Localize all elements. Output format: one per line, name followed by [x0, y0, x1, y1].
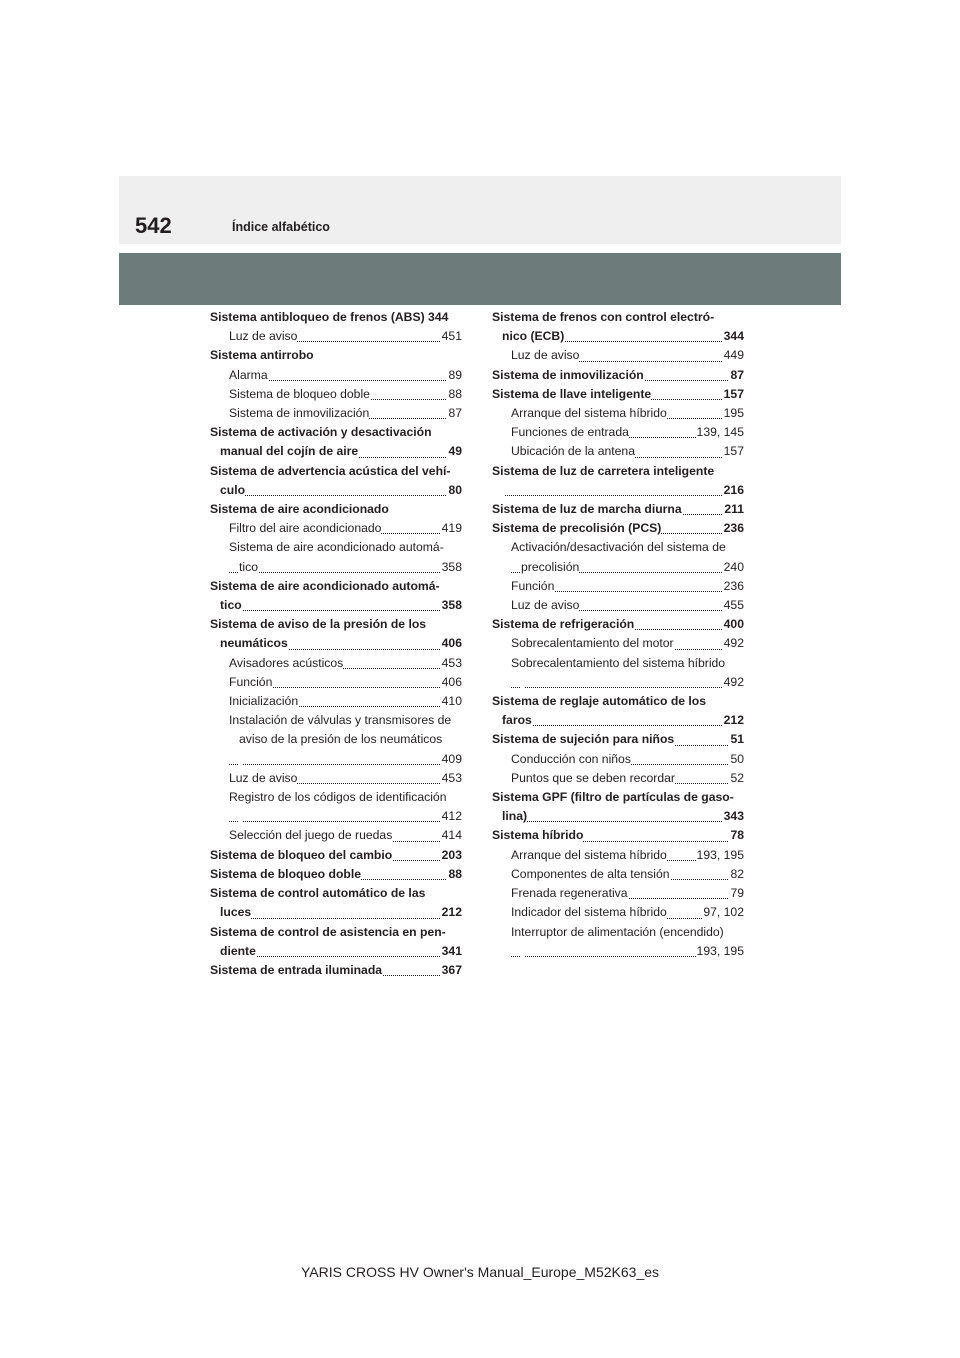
index-entry — [210, 442, 462, 461]
index-entry-text: lina) — [502, 809, 528, 824]
index-entry-text: Sistema antibloqueo de frenos (ABS) 344 — [210, 310, 449, 324]
index-page-ref: 216 — [723, 481, 744, 500]
index-entry-text: tico — [220, 598, 242, 613]
index-entry — [210, 596, 462, 615]
index-entry — [210, 903, 462, 922]
index-entry-text — [239, 809, 242, 823]
index-entry-text: Sistema de bloqueo del cambio — [210, 847, 393, 862]
index-entry — [210, 462, 462, 481]
index-page-ref: 88 — [447, 385, 462, 404]
index-entry-text: Luz de aviso — [511, 598, 580, 613]
index-page-ref: 406 — [441, 673, 462, 692]
index-entry-text: Sistema de inmovilización — [229, 406, 370, 421]
index-page-ref: 400 — [723, 615, 744, 634]
index-entry — [210, 634, 462, 653]
index-entry-text: Sistema de luz de carretera inteligente — [492, 463, 715, 478]
index-subentry — [492, 423, 744, 442]
document-footer: YARIS CROSS HV Owner's Manual_Europe_M52K63_es — [300, 1264, 660, 1280]
index-page-ref: 88 — [447, 865, 462, 884]
index-subentry — [492, 654, 744, 673]
index-entry-text: Sistema de llave inteligente — [492, 386, 652, 401]
index-page-ref: 412 — [441, 807, 462, 826]
index-entry-text: Indicador del sistema híbrido — [511, 905, 667, 920]
index-page-ref: 453 — [441, 769, 462, 788]
index-subentry — [492, 750, 744, 769]
index-page-ref: 139, 145 — [696, 423, 744, 442]
index-subentry — [492, 577, 744, 596]
index-subentry — [492, 846, 744, 865]
index-page-ref: 52 — [729, 769, 744, 788]
index-subentry — [210, 711, 462, 730]
index-entry-text: culo — [220, 482, 246, 497]
index-entry — [492, 327, 744, 346]
index-subentry — [492, 673, 744, 692]
index-page-ref: 211 — [723, 500, 744, 519]
index-subentry — [492, 596, 744, 615]
index-page-ref: 87 — [447, 404, 462, 423]
index-entry-text: Sistema de aire acondicionado — [210, 502, 389, 517]
header-band — [119, 176, 841, 244]
index-subentry — [210, 519, 462, 538]
index-subentry — [210, 769, 462, 788]
index-entry-text: aviso de la presión de los neumáticos — [239, 732, 443, 747]
index-entry — [492, 366, 744, 385]
index-subentry — [492, 442, 744, 461]
index-entry — [210, 500, 462, 519]
index-entry-text: Sistema híbrido — [492, 828, 584, 843]
index-entry-text: Arranque del sistema híbrido — [511, 406, 667, 421]
index-entry-text: Sistema de control de asistencia en pen- — [210, 924, 446, 939]
index-subentry — [492, 404, 744, 423]
index-page-ref: 410 — [441, 692, 462, 711]
index-entry — [210, 615, 462, 634]
index-entry-text: Sistema de bloqueo doble — [229, 386, 370, 401]
index-entry-text: Inicialización — [229, 694, 299, 709]
index-entry-text: Sistema de activación y desactivación — [210, 425, 432, 440]
index-entry — [210, 577, 462, 596]
index-entry — [210, 961, 462, 980]
index-entry — [492, 308, 744, 327]
index-page-ref: 82 — [729, 865, 744, 884]
index-entry-text: Sistema de sujeción para niños — [492, 732, 675, 747]
index-page-ref: 358 — [441, 596, 462, 615]
index-page-ref: 195 — [723, 404, 744, 423]
index-column-left — [210, 308, 462, 980]
index-entry-text: Filtro del aire acondicionado — [229, 521, 382, 536]
index-entry-text: Función — [511, 578, 555, 593]
index-entry-text: tico — [239, 559, 258, 574]
index-page-ref: 344 — [723, 327, 744, 346]
index-entry-text: Sistema antirrobo — [210, 348, 314, 363]
index-subentry — [210, 404, 462, 423]
index-entry-text: Sistema de reglaje automático de los — [492, 694, 707, 709]
index-subentry — [492, 923, 744, 942]
index-page-ref: 49 — [447, 442, 462, 461]
index-entry — [492, 615, 744, 634]
index-subentry — [492, 942, 744, 961]
index-page-ref: 203 — [441, 846, 462, 865]
index-page-ref: 406 — [441, 634, 462, 653]
index-page-ref: 193, 195 — [696, 942, 744, 961]
index-subentry — [210, 327, 462, 346]
index-page-ref: 157 — [723, 385, 744, 404]
index-entry-text: Sistema de frenos con control electró- — [492, 310, 715, 324]
index-entry — [492, 826, 744, 845]
index-subentry — [210, 692, 462, 711]
index-subentry — [210, 558, 462, 577]
index-entry-text: Función — [229, 674, 273, 689]
index-entry — [492, 481, 744, 500]
index-page-ref: 449 — [723, 346, 744, 365]
index-entry-text: Conducción con niños — [511, 751, 631, 766]
index-subentry — [210, 826, 462, 845]
index-entry-text: Registro de los códigos de identificación — [229, 790, 447, 805]
index-page-ref: 367 — [441, 961, 462, 980]
index-entry-text: faros — [502, 713, 532, 728]
index-subentry — [210, 366, 462, 385]
index-entry-text: Sistema de bloqueo doble — [210, 866, 362, 881]
index-subentry — [210, 673, 462, 692]
index-page-ref: 157 — [723, 442, 744, 461]
index-entry — [492, 730, 744, 749]
index-page-ref: 492 — [723, 634, 744, 653]
index-page-ref: 97, 102 — [702, 903, 744, 922]
index-page-ref: 212 — [441, 903, 462, 922]
index-entry-text: Sistema de precolisión (PCS) — [492, 521, 662, 536]
index-entry-text: Sistema de luz de marcha diurna — [492, 502, 682, 517]
index-page-ref: 79 — [729, 884, 744, 903]
index-subentry — [210, 654, 462, 673]
index-entry-text: Sistema de inmovilización — [492, 367, 644, 382]
index-entry-text: Ubicación de la antena — [511, 444, 635, 459]
section-banner — [119, 253, 841, 305]
index-page-ref: 51 — [729, 730, 744, 749]
index-entry-text: Sobrecalentamiento del motor — [511, 636, 674, 651]
index-page-ref: 409 — [441, 750, 462, 769]
index-entry — [210, 423, 462, 442]
index-page-ref: 78 — [729, 826, 744, 845]
index-entry-text: Selección del juego de ruedas — [229, 828, 393, 843]
index-page-ref: 455 — [723, 596, 744, 615]
index-subentry — [210, 788, 462, 807]
index-entry-text: Interruptor de alimentación (encendido) — [511, 924, 724, 939]
index-subentry — [492, 558, 744, 577]
index-entry-text: Sistema de aire acondicionado automá- — [229, 540, 444, 555]
index-entry — [210, 942, 462, 961]
index-entry-text: Componentes de alta tensión — [511, 866, 670, 881]
index-entry-text: precolisión — [521, 559, 580, 574]
index-entry-text: Activación/desactivación del sistema de — [511, 540, 726, 555]
index-page-ref: 236 — [723, 577, 744, 596]
index-entry-text: manual del cojín de aire — [220, 444, 359, 459]
index-entry-text: nico (ECB) — [502, 329, 565, 344]
index-entry-text: luces — [220, 905, 252, 920]
index-subentry — [210, 750, 462, 769]
section-title: Índice alfabético — [232, 220, 330, 234]
index-column-right — [492, 308, 744, 961]
index-entry — [492, 519, 744, 538]
index-subentry — [492, 346, 744, 365]
index-page-ref: 492 — [723, 673, 744, 692]
index-page-ref: 453 — [441, 654, 462, 673]
index-page-ref: 240 — [723, 558, 744, 577]
index-page-ref: 341 — [441, 942, 462, 961]
index-page-ref: 193, 195 — [696, 846, 744, 865]
index-entry — [492, 692, 744, 711]
index-page-ref: 414 — [441, 826, 462, 845]
index-page-ref: 236 — [723, 519, 744, 538]
index-entry — [210, 923, 462, 942]
index-entry — [210, 865, 462, 884]
index-page-ref: 419 — [441, 519, 462, 538]
index-subentry — [210, 730, 462, 749]
index-entry — [210, 846, 462, 865]
index-entry-text: diente — [220, 943, 256, 958]
page-number: 542 — [135, 213, 172, 238]
index-page-ref: 80 — [447, 481, 462, 500]
index-page-ref: 50 — [729, 750, 744, 769]
index-entry-text — [239, 752, 242, 766]
index-entry — [492, 462, 744, 481]
index-subentry — [210, 385, 462, 404]
index-entry-text: neumáticos — [220, 636, 288, 651]
index-entry — [492, 788, 744, 807]
index-entry-text: Sistema de refrigeración — [492, 617, 635, 632]
index-subentry — [492, 634, 744, 653]
index-page-ref: 89 — [447, 366, 462, 385]
index-entry-text — [502, 483, 505, 497]
index-entry — [492, 807, 744, 826]
index-subentry — [492, 884, 744, 903]
index-entry-text: Sistema de entrada iluminada — [210, 962, 383, 977]
index-entry-text: Alarma — [229, 367, 268, 382]
index-entry — [210, 481, 462, 500]
index-entry — [492, 385, 744, 404]
index-entry-text — [521, 675, 524, 689]
index-page-ref: 358 — [441, 558, 462, 577]
index-entry-text: Sistema de aviso de la presión de los — [210, 617, 427, 632]
index-entry-text: Frenada regenerativa — [511, 886, 628, 901]
index-entry-text: Funciones de entrada — [511, 425, 629, 440]
index-subentry — [492, 538, 744, 557]
index-entry-text: Sistema de control automático de las — [210, 886, 426, 901]
index-page-ref: 451 — [441, 327, 462, 346]
index-entry-text: Avisadores acústicos — [229, 655, 344, 670]
index-entry-text — [521, 944, 524, 958]
index-entry-text: Sobrecalentamiento del sistema híbrido — [511, 655, 726, 670]
index-entry-text: Sistema de advertencia acústica del vehí- — [210, 463, 451, 478]
index-entry — [210, 308, 462, 327]
index-entry — [210, 884, 462, 903]
index-subentry — [210, 807, 462, 826]
index-subentry — [492, 903, 744, 922]
index-entry-text: Instalación de válvulas y transmisores de — [229, 713, 452, 728]
index-page-ref: 343 — [723, 807, 744, 826]
index-entry — [492, 711, 744, 730]
index-page-ref: 87 — [729, 366, 744, 385]
index-entry — [492, 500, 744, 519]
index-entry-text: Puntos que se deben recordar — [511, 770, 675, 785]
index-subentry — [210, 538, 462, 557]
index-entry-text: Luz de aviso — [229, 329, 298, 344]
index-entry-text: Arranque del sistema híbrido — [511, 847, 667, 862]
index-subentry — [492, 769, 744, 788]
index-entry-text: Luz de aviso — [511, 348, 580, 363]
index-page-ref: 212 — [723, 711, 744, 730]
index-entry — [210, 346, 462, 365]
index-entry-text: Sistema GPF (filtro de partículas de gaso- — [492, 790, 734, 805]
index-subentry — [492, 865, 744, 884]
index-entry-text: Sistema de aire acondicionado automá- — [210, 578, 440, 593]
index-entry-text: Luz de aviso — [229, 770, 298, 785]
